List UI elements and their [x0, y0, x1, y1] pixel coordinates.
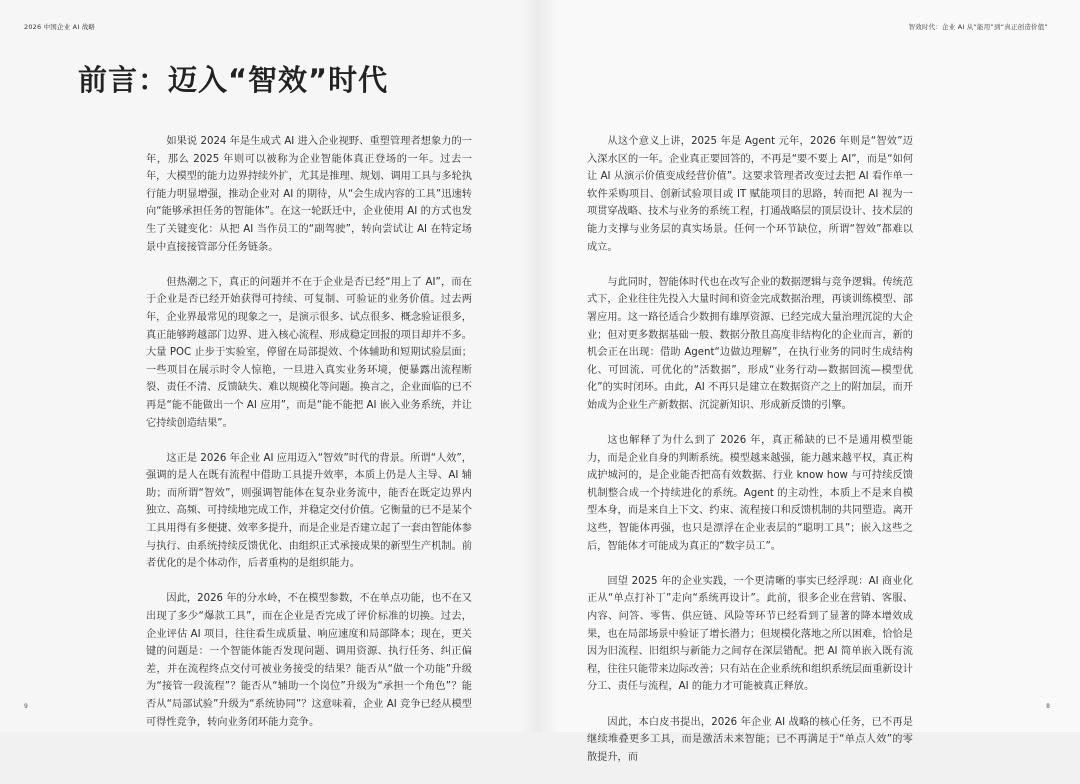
paragraph: 与此同时，智能体时代也在改写企业的数据逻辑与竞争逻辑。传统范式下，企业往往先投入大量时间和资金完成数据治理，再谈训练模型、部署应用。这一路径适合少数拥有雄厚资源、已经完成大量治理沉淀的大企业；但对更多数据基础一般、数据分散且高度非结构化的企业而言，新的机会正在出现：借助 Agent“边做边理解”，在执行业务的同时生成结构化、可回流、可优化的“活数据”，形成“业务行动—数据回流—模型优化”的实时闭环。由此，AI 不再只是建立在数据资产之上的附加层，而开始成为企业生产新数据、沉淀新知识、形成新反馈的引擎。 [587, 276, 914, 411]
left-page [0, 0, 540, 732]
paragraph: 这也解释了为什么到了 2026 年，真正稀缺的已不是通用模型能力，而是企业自身的判断系统。模型越来越强，能力越来越平权，真正构成护城河的，是企业能否把高有效数据、行业 know how 与可持续反馈机制整合成一个持续进化的系统。Agent 的主动性，本质上不是来自模型本身，而是来自上下文、约束、流程接口和反馈机制的共同塑造。离开这些，智能体再强，也只是漂浮在企业表层的“聪明工具”；嵌入这些之后，智能体才可能成为真正的“数字员工”。 [587, 435, 913, 552]
chapter-title: 前言：迈入“智效”时代 [78, 63, 389, 97]
paragraph: 因此，本白皮书提出，2026 年企业 AI 战略的核心任务，已不再是继续堆叠更多工具，而是激活未来智能；已不再满足于“单点人效”的零散提升，而 [587, 716, 913, 763]
right-body-text [587, 133, 913, 784]
right-page [540, 0, 1080, 763]
right-running-header: 智效时代：企业 AI 从“能用”到“真正创造价值” [908, 23, 1048, 31]
left-running-header: 2026 中国企业 AI 战略 [24, 23, 96, 31]
paragraph: 如果说 2024 年是生成式 AI 进入企业视野、重塑管理者想象力的一年，那么 2025 年则可以被称为企业智能体真正登场的一年。过去一年，大模型的能力边界持续外扩，尤其是推理、规划、调用工具与多轮执行能力明显增强，推动企业对 AI 的期待，从“会生成内容的工具”迅速转向“能够承担任务的智能体”。在这一轮跃迁中，企业使用 AI 的方式也发生了关键变化：从把 AI 当作员工的“副驾驶”，转向尝试让 AI 在特定场景中直接接管部分任务链条。 [146, 136, 472, 253]
left-body-text [146, 133, 472, 749]
paragraph: 这正是 2026 年企业 AI 应用迈入“智效”时代的背景。所谓“人效”，强调的是人在既有流程中借助工具提升效率，本质上仍是人主导、AI 辅助；而所谓“智效”，则强调智能体在复杂业务流中，能否在既定边界内独立、高频、可持续地完成工作，并稳定交付价值。它衡量的已不是某个工具用得有多便捷、效率多提升，而是企业是否建立起了一套由智能体参与执行、由系统持续反馈优化、由组织正式承接成果的新型生产机制。前者优化的是个体动作，后者重构的是组织能力。 [146, 452, 472, 570]
paragraph: 从这个意义上讲，2025 年是 Agent 元年，2026 年则是“智效”迈入深水区的一年。企业真正要回答的，不再是“要不要上 AI”，而是“如何让 AI 从演示价值变成经营价值”。这要求管理者改变过去把 AI 看作单一软件采购项目、创新试验项目或 IT 赋能项目的思路，转而把 AI 视为一项贯穿战略、技术与业务的系统工程，打通战略层的顶层设计、技术层的能力支撑与业务层的真实场景。任何一个环节缺位，所谓“智效”都难以成立。 [587, 136, 913, 253]
left-page-number: 9 [24, 703, 28, 710]
paragraph: 回望 2025 年的企业实践，一个更清晰的事实已经浮现：AI 商业化正从“单点打补丁”走向“系统再设计”。此前，很多企业在营销、客服、内容、问答、零售、供应链、风险等环节已经看到了显著的降本增效成果，也在局部场景中验证了增长潜力；但规模化落地之所以困难，恰恰是因为旧流程、旧组织与新能力之间存在深层错配。把 AI 简单嵌入既有流程，往往只能带来边际改善；只有站在企业系统和组织系统层面重新设计分工、责任与流程，AI 的能力才可能被真正释放。 [587, 575, 913, 693]
paragraph: 因此，2026 年的分水岭，不在模型参数，不在单点功能，也不在又出现了多少“爆款工具”，而在企业是否完成了评价标准的切换。过去，企业评估 AI 项目，往往看生成质量、响应速度和局部降本；现在，更关键的问题是：一个智能体能否发现问题、调用资源、执行任务、纠正偏差，并在流程终点交付可被业务接受的结果？能否从“做一个功能”升级为“接管一段流程”？能否从“辅助一个岗位”升级为“承担一个角色”？能否从“局部试验”升级为“系统协同”？这意味着，企业 AI 竞争已经从模型可得性竞争，转向业务闭环能力竞争。 [146, 593, 472, 728]
right-page-number: 8 [1046, 703, 1050, 710]
paragraph: 但热潮之下，真正的问题并不在于企业是否已经“用上了 AI”，而在于企业是否已经开始获得可持续、可复制、可验证的业务价值。过去两年，企业界最常见的现象之一，是演示很多、试点很多、概念验证很多，真正能够跨越部门边界、进入核心流程、形成稳定回报的项目却并不多。大量 POC 止步于实验室，停留在局部提效、个体辅助和短期试验层面；一些项目在展示时令人惊艳，一旦进入真实业务环境，便暴露出流程断裂、责任不清、反馈缺失、难以规模化等问题。换言之，企业面临的已不再是“能不能做出一个 AI 应用”，而是“能不能把 AI 嵌入业务系统，并让它持续创造结果”。 [146, 276, 472, 429]
